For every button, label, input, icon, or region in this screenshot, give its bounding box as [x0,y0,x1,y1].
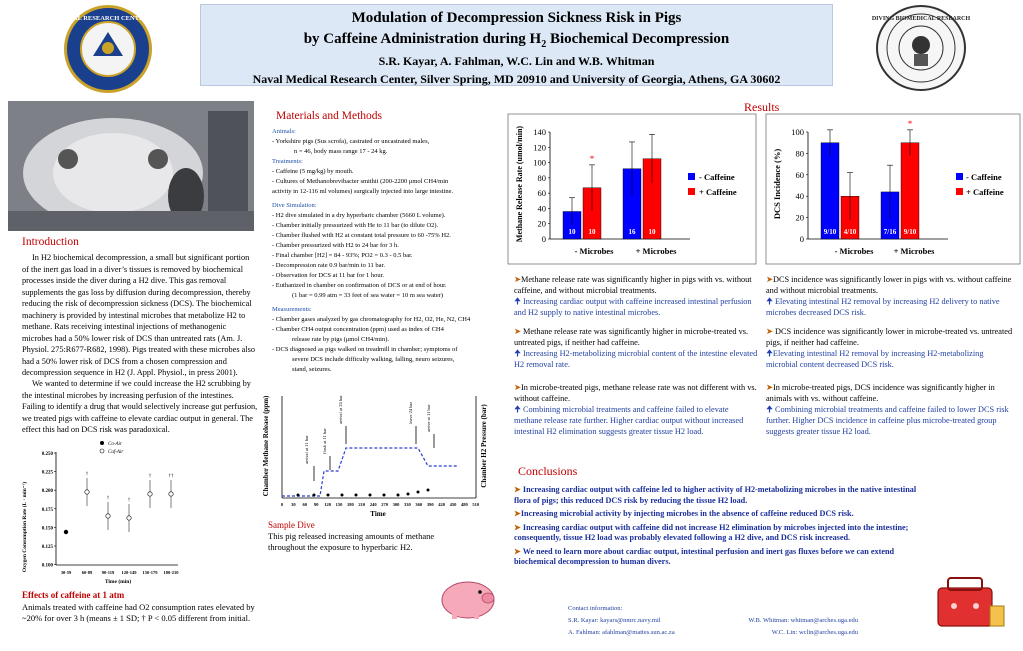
bar [821,143,839,239]
bar-ytick: 100 [791,127,804,137]
o2-ytick: 0.225 [41,470,53,476]
meas-line4: - DCS diagnosed as pigs walked on treadmill in chamber; symptoms of [272,346,458,353]
conclusion-item-1: ➤ Increasing cardiac output with caffeine led to higher activity of H2-metabolizing microbes in the native intestinal flora of pigs; this reduced DCS risk by reducing the tissue H2 load. [514,485,917,505]
poster-title-line2: by Caffeine Administration during $H_2$ Biochemical Decompression [303,31,730,50]
results-heading: Results [744,100,780,114]
meas-line6: stand, seizures. [292,366,332,373]
dive-annotation-2: flush at 11 bar [322,428,327,454]
treatments-heading: Treatments: [272,158,303,165]
contact-kayar: S.R. Kayar: kayars@nmrc.navy.mil [568,617,661,624]
sim-line2: - Chamber initially pressurized with He to 11 bar (to dilute O2). [272,222,439,229]
dive-xtick: 0 [280,502,284,507]
animals-line1: - Yorkshire pigs (Sus scrofa), castrated or uncastrated males, [272,138,430,145]
o2-point-cafair [85,490,89,494]
contact-fahlman: A. Fahlman: afahlman@mattes.sun.ac.za [568,629,675,636]
dcs-group-2: + Microbes [893,246,935,256]
dive-xtick: 390 [426,502,434,507]
sim-line3: - Chamber flushed with H2 at constant total pressure to 60 -75% H2. [272,232,451,239]
significance-star: * [589,153,595,164]
poster-title-line1: Modulation of Decompression Sickness Risk in Pigs [351,10,682,26]
sample-dive-chart [258,386,498,518]
o2-point-coair [64,530,68,534]
diving-program-logo [871,5,971,91]
o2-xtick: 180-210 [163,570,179,575]
bar-n-label: 7/16 [883,228,897,236]
bar-ytick: 140 [533,127,546,137]
dive-xtick: 450 [449,502,457,507]
bar-n-label: 9/10 [823,228,837,236]
finding-1-right: ➤DCS incidence was significantly lower in pigs with vs. without caffeine and without microbial treatments. 🠉 Elevating intestinal H2 removal by increasing H2 delivery to native microbes decreased DCS risk. [766,275,1012,317]
logo-text: DIVING BIOMEDICAL RESEARCH [871,16,971,22]
sim-line5: - Final chamber [H2] = 84 - 93%; PO2 = 0.3 - 0.5 bar. [272,252,413,259]
sim-line1: - H2 dive simulated in a dry hyperbaric chamber (5660 L volume). [272,212,446,219]
introduction-paragraph-1: In H2 biochemical decompression, a small but significant portion of the inert gas load in a diver’s tissues is removed by biochemical processes inside the diver during a H2 dive. This gas removal supplements the gas loss by diffusion during decompression, thereby reducing the risk of decompression sickness (DCS). The biochemical machinery is provided by intestinal microbes that metabolize H2 to methane. Rats receiving intestinal injections of methanogenic microbes had a 50% lower risk of DCS than untreated rats (Am. J. Physiol. 275:R677-R682, 1998). Pigs treated with these microbes also had a 50% lower risk of DCS from a chosen compression and decompression sequence in H2 (J. Appl. Physiol., in press 2001). [22,253,255,377]
conclusions-heading: Conclusions [518,464,578,478]
sim-line7: - Observation for DCS at 11 bar for 1 hour. [272,272,385,279]
bar-ytick: 40 [795,191,804,202]
treatments-line1: - Caffeine (5 mg/kg) by mouth. [272,168,354,175]
bar [901,143,919,239]
sample-dive-text: This pig released increasing amounts of methane throughout the exposure to hyperbaric H2. [268,531,435,552]
dive-annotation-5: arrive at 11 bar [426,404,431,432]
dive-xtick: 240 [369,502,377,507]
o2-ytick: 0.175 [41,507,53,513]
o2-point-cafair [127,516,131,520]
o2-xlabel: Time (min) [104,579,132,585]
dive-ylabel-left: Chamber Methane Release (ppm) [262,395,270,497]
bar-ytick: 0 [799,234,804,244]
toolbox-cartoon [930,566,1010,636]
bar-ytick: 80 [537,172,546,183]
conclusion-item-4: ➤ We need to learn more about cardiac output, intestinal perfusion and inert gas fluxes before we can extend biochemical decompression to human divers. [514,546,895,566]
dive-xtick: 90 [313,502,319,507]
bar-ytick: 60 [537,188,546,199]
sample-dive-heading: Sample Dive [268,520,315,530]
pig-cartoon [438,576,498,620]
bar-n-label: 16 [628,228,636,236]
o2-ytick: 0.125 [41,545,53,550]
conclusion-item-2: ➤Increasing microbial activity by injecting microbes in the absence of caffeine reduced DCS risk. [514,509,854,518]
finding-1-left: ➤Methane release rate was significantly higher in pigs with vs. without caffeine, and without microbial treatments. 🠉 Increasing cardiac output with caffeine increased intestinal perfusion and H2 supply to native intestinal microbes. [514,275,752,317]
poster-affiliation: Naval Medical Research Center, Silver Spring, MD 20910 and University of Georgia, Athens, GA 30602 [252,72,781,86]
bar-ytick: 0 [541,234,546,244]
significance-star: * [907,118,913,129]
o2-significance-mark: † [85,472,89,477]
o2-significance-mark: † [127,498,131,503]
o2-legend-cafair: Caf-Air [108,450,124,455]
introduction-paragraph-2: We wanted to determine if we could increase the H2 scrubbing by the intestinal microbes by increasing perfusion of the intestines. Failing to identify a drug that would selectively increase gut perfusion, we treated pigs with caffeine to elevate cardiac output in general. The effect this had on DCS risk was paradoxical. [22,379,258,434]
finding-3-right: ➤In microbe-treated pigs, DCS incidence was significantly higher in animals with vs. without caffeine. 🠉 Combining microbial treatments and caffeine failed to lower DCS risk further. Higher DCS incidence in caffeine plus microbe-treated group suggests greater tissue H2 load. [766,383,1009,436]
methane-chart [508,114,756,264]
dive-xtick: 30 [291,502,296,507]
meas-line5: severe DCS include difficulty walking, falling, neuro seizures, [292,356,455,363]
dive-annotation-1: arrival at 11 bar [304,435,309,464]
meas-line2: - Chamber CH4 output concentration (ppm) used as index of CH4 [272,326,444,333]
methods-body [272,127,500,375]
bar-n-label: 10 [568,228,576,236]
dive-ylabel-right: Chamber H2 Pressure (bar) [480,404,488,488]
dive-xtick: 330 [404,502,411,507]
bar-n-label: 4/10 [843,228,857,236]
contact-whitman: W.B. Whitman: whitman@arches.uga.edu [748,617,858,624]
contact-block [568,603,858,639]
dive-xtick: 210 [358,502,366,507]
dive-xlabel: Time [370,510,386,518]
dcs-ylabel: DCS Incidence (%) [772,148,782,220]
o2-ylabel: Oxygen Consumption Rate (L · min⁻¹) [22,481,28,573]
bar-ytick: 80 [795,148,804,159]
methane-legend-2: + Caffeine [699,187,737,197]
o2-ytick: 0.150 [41,526,53,532]
dive-xtick: 510 [472,502,480,507]
bar-n-label: 10 [588,228,596,236]
dcs-legend-2: + Caffeine [966,187,1004,197]
dive-xtick: 480 [461,502,468,507]
methane-legend-1: - Caffeine [699,172,735,182]
finding-2-left: ➤ Methane release rate was significantly higher in microbe-treated vs. untreated pigs, if neither had caffeine. 🠉 Increasing H2-metabolizing microbial content of the intestine elevated H2 removal rate. [514,327,758,369]
bar-n-label: 9/10 [903,228,917,236]
o2-ytick: 0.200 [41,489,53,495]
dcs-group-1: - Microbes [834,246,874,256]
bar-ytick: 40 [537,203,546,214]
dive-xtick: 150 [335,502,343,507]
sim-line6: - Decompression rate 0.9 bar/min to 11 bar. [272,262,385,269]
o2-significance-mark: † [148,474,152,479]
treatments-line2: - Cultures of Methanobrevibacter smithii (200-2200 μmol CH4/min [272,178,449,185]
dcs-chart [766,114,1020,264]
treatments-line3: activity in 12-116 ml volumes) surgically injected into large intestine. [272,188,454,195]
bar-ytick: 100 [533,157,546,168]
sim-heading: Dive Simulation: [272,202,317,209]
dive-xtick: 60 [302,502,308,507]
o2-ytick: 0.100 [41,563,53,569]
meas-line3: release rate by pigs (μmol CH4/min). [292,336,389,343]
effects-text: Animals treated with caffeine had O2 consumption rates elevated by ~20% for over 3 h (means ± 1 SD; † P < 0.05 different from initial. [22,602,255,623]
poster-title-box [200,4,833,86]
animals-heading: Animals: [272,128,296,135]
dive-xtick: 300 [392,502,400,507]
o2-point-cafair [148,492,152,496]
dive-annotation-4: leave 24 bar [408,402,413,424]
o2-xtick: 30-59 [60,570,72,575]
o2-legend-coair: Co-Air [108,442,122,447]
dive-annotation-3: arrival at 24 bar [338,395,343,424]
seal-text-top: NAVAL MEDICAL RESEARCH CENTER · U.S. NAVY · [27,15,189,22]
bar-ytick: 120 [533,142,546,153]
finding-2-right: ➤ DCS incidence was significantly lower in microbe-treated vs. untreated pigs, if neither had caffeine. 🠉Elevating intestinal H2 removal by increasing H2-metabolizing microbial content decreased DCS risk. [766,327,1013,369]
finding-3-left: ➤In microbe-treated pigs, methane release rate was not different with vs. without caffeine. 🠉 Combining microbial treatments and caffeine failed to elevate methane release rate further. Higher cardiac output without increased intestinal H2 elimination suggests greater tissue H2 load. [514,383,757,436]
contact-lin: W.C. Lin: wclin@arches.uga.edu [771,629,858,636]
effects-heading: Effects of caffeine at 1 atm [22,590,125,600]
o2-xtick: 90-119 [101,570,115,575]
poster-authors: S.R. Kayar, A. Fahlman, W.C. Lin and W.B. Whitman [378,54,655,68]
methane-group-1: - Microbes [574,246,614,256]
dive-xtick: 120 [324,502,331,507]
hyperbaric-chamber-photo [8,101,254,231]
o2-point-cafair [169,492,173,496]
bar-ytick: 20 [537,218,546,229]
bar-ytick: 60 [795,169,804,180]
methane-group-2: + Microbes [635,246,677,256]
dive-xtick: 360 [415,502,423,507]
o2-xtick: 120-149 [121,570,137,575]
o2-significance-mark: †† [168,474,174,479]
conclusions-list [514,485,932,568]
animals-line2: n = 46, body mass range 17 - 24 kg. [294,148,388,155]
bar-n-label: 10 [648,228,656,236]
dive-xtick: 420 [438,502,445,507]
meas-line1: - Chamber gases analyzed by gas chromatography for H2, O2, He, N2, CH4 [272,316,471,323]
dive-xtick: 270 [381,502,388,507]
sim-line8: - Euthanized in chamber on confirmation of DCS or at end of hour. [272,282,447,289]
o2-xtick: 150-179 [142,570,158,575]
conclusion-item-3: ➤ Increasing cardiac output with caffeine did not increase H2 elimination by microbes injected into the intestine; consequently, tissue H2 load was probably elevated following a H2 dive, and DCS risk increased. [514,522,909,542]
methane-ylabel: Methane Release Rate (umol/min) [515,125,524,243]
o2-consumption-chart [18,437,188,587]
sim-line9: (1 bar = 0.99 atm = 33 feet of sea water = 10 m sea water) [292,292,444,299]
o2-point-cafair [106,514,110,518]
methods-heading: Materials and Methods [276,110,383,122]
meas-heading: Measurements: [272,306,312,313]
sim-line4: - Chamber pressurized with H2 to 24 bar for 3 h. [272,242,399,249]
bar-ytick: 20 [795,212,804,223]
o2-xtick: 60-89 [81,570,93,575]
o2-ytick: 0.250 [41,452,53,457]
introduction-heading: Introduction [22,236,79,248]
dive-xtick: 180 [347,502,354,507]
dcs-legend-1: - Caffeine [966,172,1002,182]
o2-significance-mark: † [106,496,110,501]
contact-heading: Contact information: [568,605,623,612]
navy-seal-logo [27,5,189,93]
